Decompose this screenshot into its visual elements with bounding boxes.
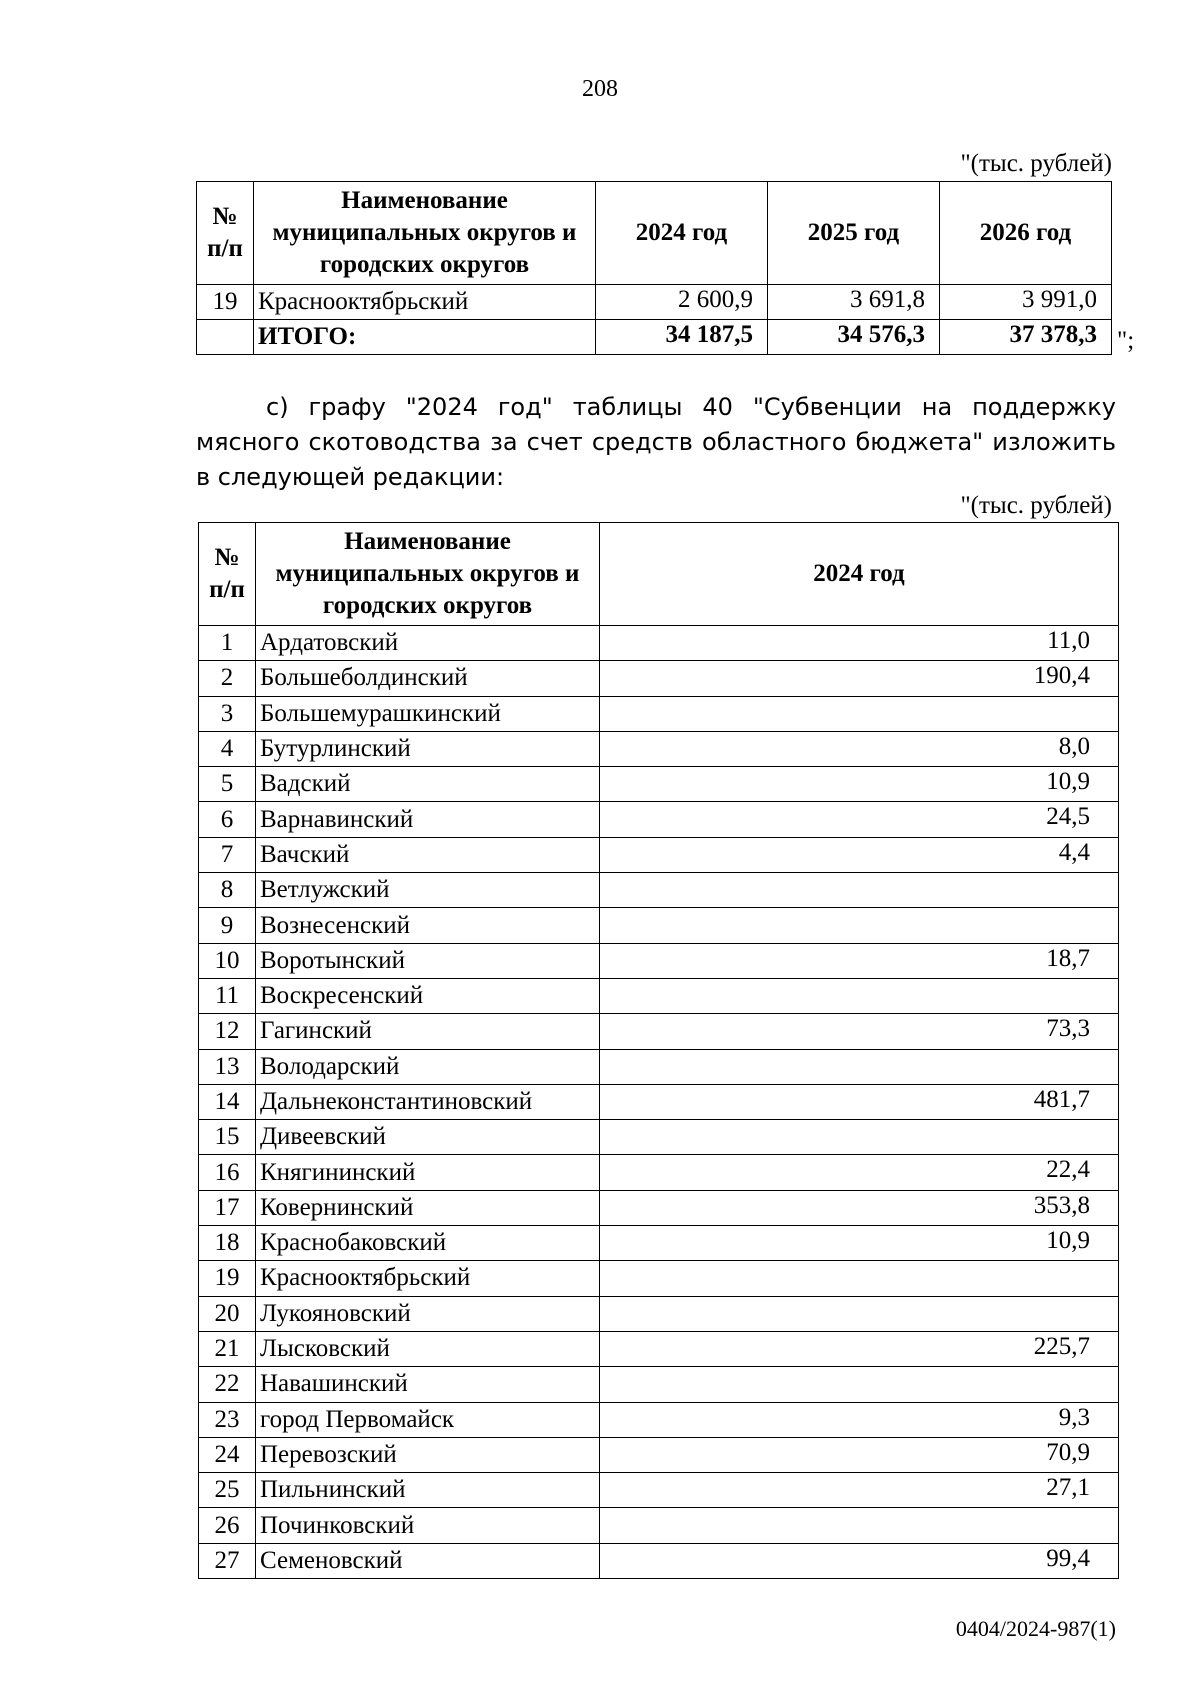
table-row [199, 1296, 1119, 1331]
table2-header-row [199, 523, 1119, 626]
table2-header-2024: 2024 год [600, 523, 1119, 626]
row-number: 20 [199, 1296, 256, 1331]
district-name: Воскресенский [256, 978, 600, 1013]
value-2024: 9,3 [600, 1402, 1119, 1437]
value-2024: 27,1 [600, 1473, 1119, 1508]
table-row [199, 661, 1119, 696]
document-code: 0404/2024-987(1) [955, 1616, 1116, 1641]
value-2024: 73,3 [600, 1014, 1119, 1049]
value-2024: 2 600,9 [596, 285, 768, 320]
value-2024: 24,5 [600, 802, 1119, 837]
table-row [199, 1508, 1119, 1543]
table-row [199, 767, 1119, 802]
district-name: Краснооктябрьский [256, 1261, 600, 1296]
value-2024 [600, 1120, 1119, 1155]
value-2024: 190,4 [600, 661, 1119, 696]
table-row [199, 1367, 1119, 1402]
table-row [199, 1473, 1119, 1508]
value-2024 [600, 1508, 1119, 1543]
district-name: Ардатовский [256, 626, 600, 661]
table-row [199, 1120, 1119, 1155]
district-name: Краснооктябрьский [254, 285, 596, 320]
table1-unit-note: "(тыс. рублей) [960, 150, 1112, 177]
district-name: Дивеевский [256, 1120, 600, 1155]
value-2024 [600, 873, 1119, 908]
table1-header-2025: 2025 год [768, 182, 940, 285]
table-row [199, 1226, 1119, 1261]
table1-header-name: Наименование муниципальных округов и городских округов [254, 182, 596, 285]
row-number: 6 [199, 802, 256, 837]
district-name: Навашинский [256, 1367, 600, 1402]
row-number: 25 [199, 1473, 256, 1508]
value-2024: 481,7 [600, 1084, 1119, 1119]
value-2024: 8,0 [600, 731, 1119, 766]
value-2024: 4,4 [600, 837, 1119, 872]
row-number: 21 [199, 1331, 256, 1366]
value-2025: 3 691,8 [768, 285, 940, 320]
district-name: Большеболдинский [256, 661, 600, 696]
value-2024 [600, 1261, 1119, 1296]
district-name: город Первомайск [256, 1402, 600, 1437]
table-row [199, 1543, 1119, 1578]
district-name: Лысковский [256, 1331, 600, 1366]
row-number: 19 [197, 285, 254, 320]
row-number: 18 [199, 1226, 256, 1261]
row-number: 16 [199, 1155, 256, 1190]
row-number: 24 [199, 1437, 256, 1472]
row-number: 10 [199, 943, 256, 978]
table2-unit-note: "(тыс. рублей) [960, 492, 1112, 519]
value-2024: 225,7 [600, 1331, 1119, 1366]
row-number: 14 [199, 1084, 256, 1119]
value-2024: 99,4 [600, 1543, 1119, 1578]
table-row [199, 978, 1119, 1013]
table1-header-row [197, 182, 1112, 285]
row-number: 13 [199, 1049, 256, 1084]
table2-header-num: № п/п [199, 523, 256, 626]
row-number: 12 [199, 1014, 256, 1049]
district-name: Гагинский [256, 1014, 600, 1049]
row-number: 8 [199, 873, 256, 908]
table-row [199, 1402, 1119, 1437]
table2-header-name: Наименование муниципальных округов и городских округов [256, 523, 600, 626]
total-2025: 34 576,3 [768, 320, 940, 355]
district-name: Воротынский [256, 943, 600, 978]
value-2024: 22,4 [600, 1155, 1119, 1190]
district-name: Пильнинский [256, 1473, 600, 1508]
row-number: 27 [199, 1543, 256, 1578]
total-row [197, 320, 1112, 355]
value-2024: 18,7 [600, 943, 1119, 978]
value-2024: 10,9 [600, 1226, 1119, 1261]
table-row [199, 873, 1119, 908]
row-number: 9 [199, 908, 256, 943]
amendment-paragraph: с) графу "2024 год" таблицы 40 "Субвенции на поддержку мясного скотоводства за счет средств областного бюджета" изложить в следующей редакции: [196, 393, 1116, 491]
table-row [199, 1437, 1119, 1472]
row-number: 17 [199, 1190, 256, 1225]
row-number: 11 [199, 978, 256, 1013]
value-2024: 10,9 [600, 767, 1119, 802]
value-2024: 353,8 [600, 1190, 1119, 1225]
district-name: Княгининский [256, 1155, 600, 1190]
value-2024 [600, 1296, 1119, 1331]
district-name: Лукояновский [256, 1296, 600, 1331]
total-2024: 34 187,5 [596, 320, 768, 355]
table-row [199, 1014, 1119, 1049]
district-name: Вадский [256, 767, 600, 802]
value-2024: 70,9 [600, 1437, 1119, 1472]
table-row [199, 696, 1119, 731]
value-2024 [600, 1367, 1119, 1402]
value-2024 [600, 978, 1119, 1013]
table-row [197, 285, 1112, 320]
table-row [199, 837, 1119, 872]
row-number: 19 [199, 1261, 256, 1296]
value-2024 [600, 696, 1119, 731]
table-row [199, 1049, 1119, 1084]
district-name: Бутурлинский [256, 731, 600, 766]
row-number: 15 [199, 1120, 256, 1155]
district-name: Вознесенский [256, 908, 600, 943]
table-row [199, 1261, 1119, 1296]
table2 [198, 522, 1119, 1579]
district-name: Большемурашкинский [256, 696, 600, 731]
row-number: 1 [199, 626, 256, 661]
total-num-cell [197, 320, 254, 355]
table1-header-2024: 2024 год [596, 182, 768, 285]
row-number: 2 [199, 661, 256, 696]
district-name: Володарский [256, 1049, 600, 1084]
table-row [199, 626, 1119, 661]
row-number: 4 [199, 731, 256, 766]
value-2024 [600, 908, 1119, 943]
row-number: 3 [199, 696, 256, 731]
closing-quote-mark: "; [1117, 327, 1135, 354]
district-name: Ковернинский [256, 1190, 600, 1225]
district-name: Семеновский [256, 1543, 600, 1578]
table1 [196, 181, 1112, 355]
value-2024: 11,0 [600, 626, 1119, 661]
table-row [199, 802, 1119, 837]
district-name: Варнавинский [256, 802, 600, 837]
district-name: Починковский [256, 1508, 600, 1543]
page-number: 208 [582, 76, 618, 102]
table-row [199, 1155, 1119, 1190]
table-row [199, 1190, 1119, 1225]
value-2024 [600, 1049, 1119, 1084]
table-row [199, 731, 1119, 766]
table1-header-num: № п/п [197, 182, 254, 285]
district-name: Дальнеконстантиновский [256, 1084, 600, 1119]
table-row [199, 908, 1119, 943]
total-2026: 37 378,3 [940, 320, 1112, 355]
row-number: 26 [199, 1508, 256, 1543]
district-name: Краснобаковский [256, 1226, 600, 1261]
row-number: 7 [199, 837, 256, 872]
total-label: ИТОГО: [254, 320, 596, 355]
row-number: 22 [199, 1367, 256, 1402]
table-row [199, 943, 1119, 978]
value-2026: 3 991,0 [940, 285, 1112, 320]
row-number: 23 [199, 1402, 256, 1437]
table1-header-2026: 2026 год [940, 182, 1112, 285]
row-number: 5 [199, 767, 256, 802]
district-name: Вачский [256, 837, 600, 872]
table-row [199, 1331, 1119, 1366]
district-name: Ветлужский [256, 873, 600, 908]
table-row [199, 1084, 1119, 1119]
district-name: Перевозский [256, 1437, 600, 1472]
